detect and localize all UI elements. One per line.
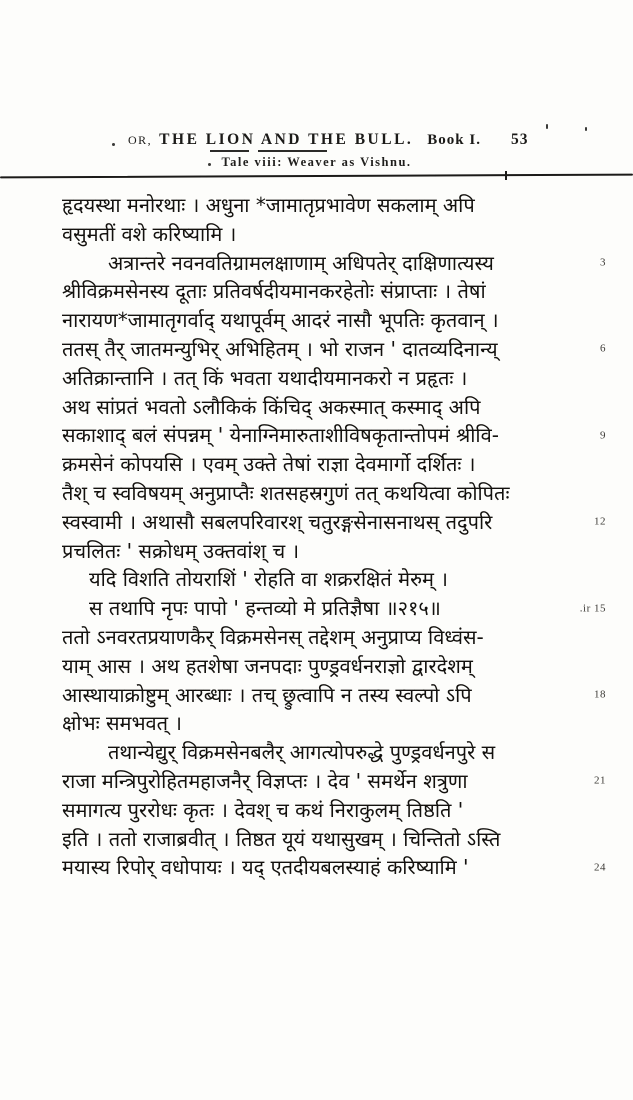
sanskrit-line-text: याम् आस । अथ हतशेषा जनपदाः पुण्ड्रवर्धनराज्ञो द्वारदेशम्	[62, 653, 473, 678]
margin-line-number: 9	[600, 429, 606, 442]
text-line	[62, 652, 560, 681]
sanskrit-line-text: तथान्येद्युर् विक्रमसेनबलैर् आगत्योपरुद्धे पुण्ड्रवर्धनपुरे स	[108, 740, 496, 765]
text-line	[62, 364, 560, 393]
sanskrit-line-text: वसुमतीं वशे करिष्यामि ।	[62, 221, 237, 246]
sanskrit-line-text: स तथापि नृपः पापो ' हन्तव्यो मे प्रतिज्ञैषा ॥२१५॥	[89, 596, 441, 621]
ink-dot	[112, 143, 115, 146]
text-line	[62, 393, 560, 422]
running-head-prefix: OR,	[128, 133, 153, 147]
text-line	[62, 796, 560, 825]
text-line	[62, 767, 606, 796]
sanskrit-line-text: क्रमसेनं कोपयसि । एवम् उक्ते तेषां राज्ञा देवमार्गो दर्शितः ।	[62, 452, 476, 477]
text-line	[62, 249, 606, 278]
margin-line-number: .ir 15	[579, 602, 606, 615]
text-line	[62, 220, 560, 249]
sanskrit-line-text: सकाशाद् बलं संपन्नम् ' येनाग्निमारुताशीविषकृतान्तोपमं श्रीवि-	[62, 423, 499, 448]
sanskrit-line-text: यदि विशति तोयराशिं ' रोहति वा शक्ररक्षितं मेरुम् ।	[89, 567, 448, 592]
sanskrit-line-text: इति । ततो राजाब्रवीत् । तिष्ठत यूयं यथासुखम् । चिन्तितो ऽस्ति	[62, 826, 501, 851]
text-line	[62, 277, 560, 306]
body-text	[62, 191, 606, 882]
margin-line-number: 3	[600, 256, 606, 269]
margin-line-number: 21	[594, 774, 606, 787]
sanskrit-line-text: मयास्य रिपोर् वधोपायः । यद् एतदीयबलस्याहं करिष्यामि '	[62, 855, 469, 880]
text-line	[62, 853, 606, 882]
running-head	[128, 131, 481, 149]
sanskrit-line-text: श्रीविक्रमसेनस्य दूताः प्रतिवर्षदीयमानकरहेतोः संप्राप्ताः । तेषां	[62, 279, 486, 304]
sanskrit-line-text: स्वस्वामी । अथासौ सबलपरिवारश् चतुरङ्गसेनासनाथस् तदुपरि	[62, 509, 493, 534]
text-line	[62, 825, 560, 854]
sanskrit-line-text: क्षोभः समभवत् ।	[62, 711, 182, 736]
text-line	[62, 335, 606, 364]
header-rule-tick	[505, 171, 507, 180]
text-line	[62, 191, 560, 220]
tale-caption: Tale viii: Weaver as Vishnu.	[221, 155, 412, 169]
sanskrit-line-text: ततो ऽनवरतप्रयाणकैर् विक्रमसेनस् तद्देशम् अनुप्राप्य विध्वंस-	[62, 624, 484, 649]
sanskrit-line-text: अत्रान्तरे नवनवतिग्रामलक्षाणाम् अधिपतेर् दाक्षिणात्यस्य	[108, 250, 494, 275]
sanskrit-line-text: प्रचलितः ' सक्रोधम् उक्तवांश् च ।	[62, 538, 300, 563]
sanskrit-line-text: समागत्य पुररोधः कृतः । देवश् च कथं निराकुलम् तिष्ठति '	[62, 797, 464, 822]
text-line	[62, 306, 560, 335]
running-head-title: THE LION AND THE BULL.	[159, 131, 414, 148]
margin-line-number: 6	[600, 342, 606, 355]
ink-dot	[546, 124, 548, 129]
sanskrit-line-text: हृदयस्था मनोरथाः । अधुना *जामातृप्रभावेण सकलाम् अपि	[62, 193, 475, 217]
text-line	[62, 709, 560, 738]
margin-line-number: 18	[594, 688, 606, 701]
sanskrit-line-text: नारायण*जामातृगर्वाद् यथापूर्वम् आदरं नासौ भूपतिः कृतवान् ।	[62, 308, 499, 333]
running-head-book: Book I.	[427, 132, 481, 148]
ink-dot	[585, 127, 587, 131]
text-line	[62, 479, 560, 508]
text-line	[62, 738, 560, 767]
sanskrit-line-text: आस्थायाक्रोष्टुम् आरब्धाः । तच् छ्रुत्वापि न तस्य स्वल्पो ऽपि	[62, 682, 472, 707]
text-line	[62, 594, 606, 623]
header-underline-dash	[210, 150, 249, 152]
text-line	[62, 681, 606, 710]
margin-line-number: 24	[594, 861, 606, 874]
sanskrit-line-text: तैश् च स्वविषयम् अनुप्राप्तैः शतसहस्रगुणं तत् कथयित्वा कोपितः	[62, 480, 510, 505]
margin-line-number: 12	[594, 515, 606, 528]
text-line	[62, 450, 560, 479]
text-line	[62, 421, 606, 450]
header-underline-dash	[258, 150, 327, 152]
sanskrit-line-text: ततस् तैर् जातमन्युभिर् अभिहितम् । भो राजन ' दातव्यदिनान्य्	[62, 336, 498, 361]
text-line	[62, 508, 606, 537]
sanskrit-line-text: अतिक्रान्तानि । तत् किं भवता यथादीयमानकरो न प्रहृतः ।	[62, 365, 468, 390]
sanskrit-line-text: राजा मन्त्रिपुरोहितमहाजनैर् विज्ञप्तः । देव ' समर्थेन शत्रुणा	[62, 768, 468, 793]
text-line	[62, 537, 560, 566]
text-line	[62, 565, 560, 594]
text-line	[62, 623, 560, 652]
page-number: 53	[511, 131, 529, 148]
sanskrit-line-text: अथ सांप्रतं भवतो ऽलौकिकं किंचिद् अकस्मात् कस्माद् अपि	[62, 394, 481, 419]
header-rule	[0, 174, 633, 179]
